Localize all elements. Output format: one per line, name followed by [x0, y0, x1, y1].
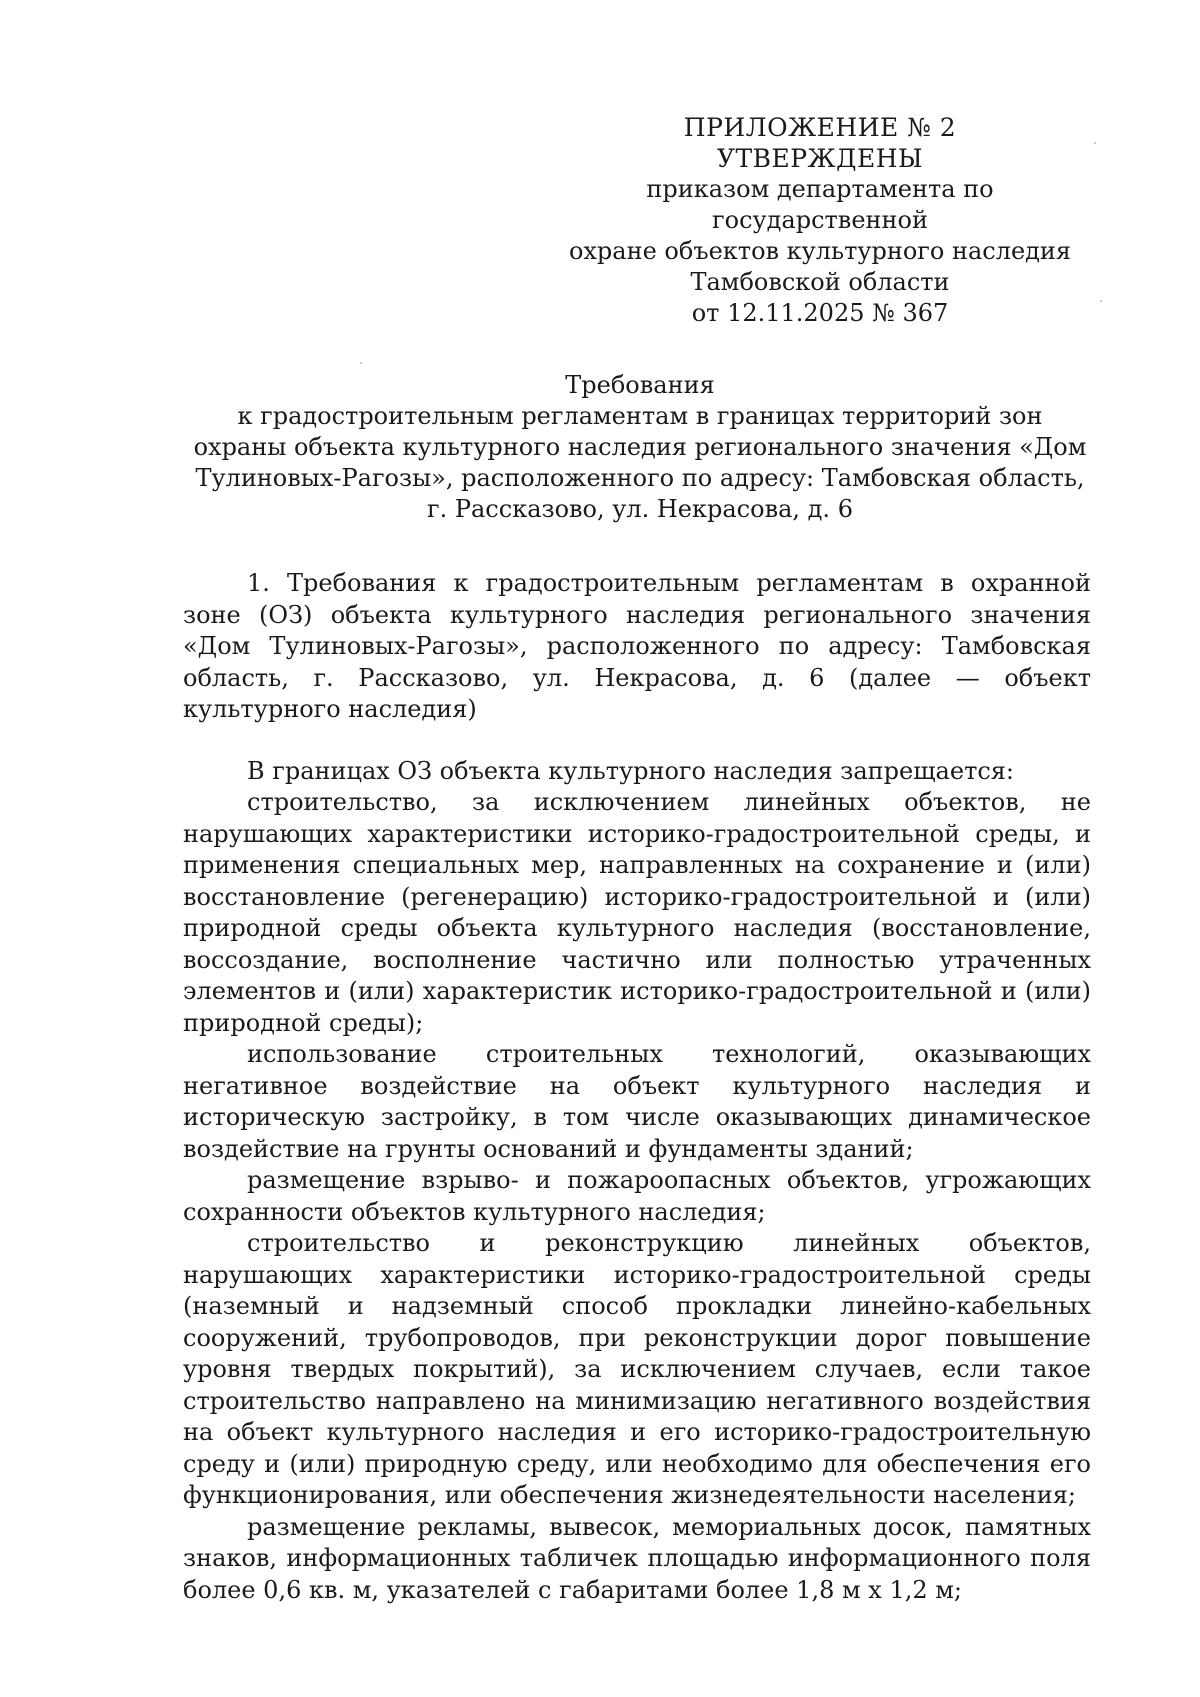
approval-date-number: от 12.11.2025 № 367: [691, 299, 949, 327]
section-paragraph: 1. Требования к градостроительным регламентам в охранной зоне (ОЗ) объекта культурного наследия регионального значения «Дом Тулиновых-Рагозы», расположенного по адресу: Тамбовская область, г. Рассказово, ул. Некрасова, д. 6 (далее — объект культурного наследия): [183, 569, 1091, 723]
scan-speck: [1094, 142, 1096, 144]
scan-speck: [360, 362, 362, 364]
approval-order-line: приказом департамента по государственной: [646, 175, 994, 234]
document-title: Требования: [565, 371, 715, 399]
approval-block: [540, 112, 1100, 329]
list-item: использование строительных технологий, оказывающих негативное воздействие на объект культурного наследия и историческую застройку, в том числе оказывающих динамическое воздействие на грунты оснований и фундаменты зданий;: [183, 1040, 1091, 1163]
list-item: строительство, за исключением линейных объектов, не нарушающих характеристики историко-градостроительной среды, и применения специальных мер, направленных на сохранение и (или) восстановление (регенерацию) историко-градостроительной и (или) природной среды объекта культурного наследия (восстановление, воссоздание, восполнение частично или полностью утраченных элементов и (или) характеристик историко-градостроительной и (или) природной среды);: [183, 788, 1091, 1037]
approved-label: УТВЕРЖДЕНЫ: [716, 144, 924, 173]
document-body: [183, 568, 1091, 1606]
document-heading: [190, 370, 1090, 525]
lead-paragraph: В границах ОЗ объекта культурного наследия запрещается:: [247, 756, 1015, 785]
document-subtitle: к градостроительным регламентам в границах территорий зон охраны объекта культурного наследия регионального значения «Дом Тулиновых-Рагозы», расположенного по адресу: Тамбовская область, г. Рассказово, ул. Некрасова, д. 6: [193, 402, 1087, 523]
list-item: размещение рекламы, вывесок, мемориальных досок, памятных знаков, информационных табличек площадью информационного поля более 0,6 кв. м, указателей с габаритами более 1,8 м х 1,2 м;: [183, 1512, 1091, 1604]
approval-order-line: Тамбовской области: [690, 268, 950, 296]
appendix-number: ПРИЛОЖЕНИЕ № 2: [683, 113, 957, 142]
approval-order-line: охране объектов культурного наследия: [568, 237, 1072, 265]
list-item: строительство и реконструкцию линейных объектов, нарушающих характеристики историко-градостроительной среды (наземный и надземный способ прокладки линейно-кабельных сооружений, трубопроводов, при реконструкции дорог повышение уровня твердых покрытий), за исключением случаев, если такое строительство направлено на минимизацию негативного воздействия на объект культурного наследия и его историко-градостроительную среду и (или) природную среду, или необходимо для обеспечения его функционирования, или обеспечения жизнедеятельности населения;: [183, 1229, 1091, 1509]
list-item: размещение взрыво- и пожароопасных объектов, угрожающих сохранности объектов культурного наследия;: [183, 1166, 1091, 1226]
scan-speck: [1100, 300, 1102, 302]
